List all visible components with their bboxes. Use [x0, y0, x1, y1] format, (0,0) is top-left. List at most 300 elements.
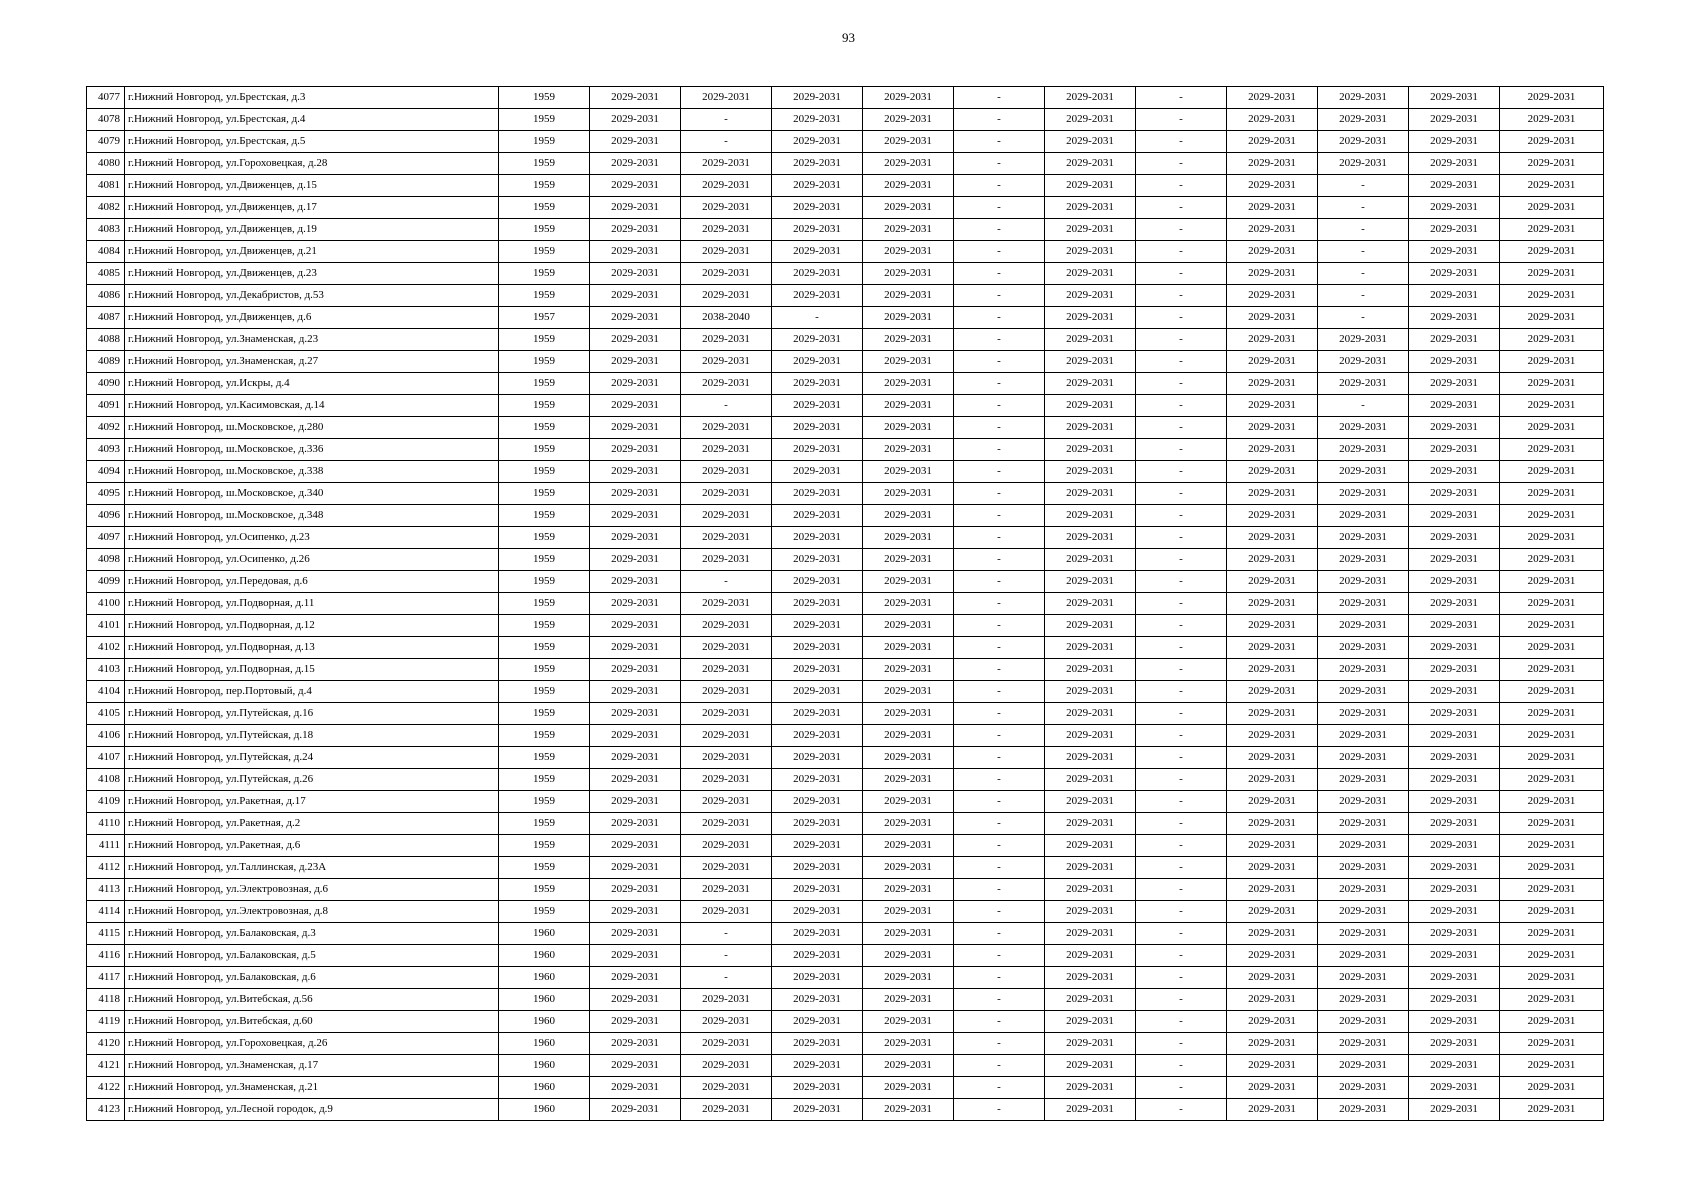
- work-period-cell: 2029-2031: [1409, 945, 1500, 967]
- table-row: [87, 461, 1604, 483]
- work-period-cell: -: [1136, 307, 1227, 329]
- work-period-cell: 2029-2031: [1227, 791, 1318, 813]
- work-period-cell: 2029-2031: [1227, 549, 1318, 571]
- work-period-cell: 2029-2031: [1318, 153, 1409, 175]
- work-period-cell: 2029-2031: [772, 1099, 863, 1121]
- work-period-cell: 2029-2031: [1500, 1077, 1604, 1099]
- work-period-cell: 2029-2031: [590, 879, 681, 901]
- work-period-cell: 2029-2031: [863, 791, 954, 813]
- table-row: [87, 197, 1604, 219]
- work-period-cell: 2029-2031: [1409, 989, 1500, 1011]
- address-cell: г.Нижний Новгород, ул.Гороховецкая, д.28: [125, 153, 499, 175]
- work-period-cell: 2029-2031: [1500, 439, 1604, 461]
- row-number-cell: 4118: [87, 989, 125, 1011]
- address-cell: г.Нижний Новгород, ул.Декабристов, д.53: [125, 285, 499, 307]
- work-period-cell: 2029-2031: [863, 571, 954, 593]
- work-period-cell: 2029-2031: [863, 1011, 954, 1033]
- work-period-cell: 2029-2031: [590, 857, 681, 879]
- work-period-cell: 2029-2031: [863, 527, 954, 549]
- work-period-cell: 2029-2031: [863, 285, 954, 307]
- row-number-cell: 4083: [87, 219, 125, 241]
- work-period-cell: 2029-2031: [681, 703, 772, 725]
- work-period-cell: 2029-2031: [863, 681, 954, 703]
- table-row: [87, 1055, 1604, 1077]
- address-cell: г.Нижний Новгород, ул.Искры, д.4: [125, 373, 499, 395]
- work-period-cell: -: [954, 1011, 1045, 1033]
- work-period-cell: 2029-2031: [1227, 1077, 1318, 1099]
- work-period-cell: -: [1136, 109, 1227, 131]
- work-period-cell: -: [1136, 263, 1227, 285]
- work-period-cell: 2029-2031: [1227, 967, 1318, 989]
- work-period-cell: -: [772, 307, 863, 329]
- work-period-cell: 2029-2031: [1318, 351, 1409, 373]
- table-row: [87, 1033, 1604, 1055]
- build-year-cell: 1959: [499, 285, 590, 307]
- work-period-cell: 2029-2031: [1318, 483, 1409, 505]
- work-period-cell: 2029-2031: [1409, 263, 1500, 285]
- work-period-cell: 2029-2031: [1045, 505, 1136, 527]
- work-period-cell: 2029-2031: [1318, 1011, 1409, 1033]
- work-period-cell: 2029-2031: [1045, 483, 1136, 505]
- work-period-cell: -: [1136, 879, 1227, 901]
- row-number-cell: 4121: [87, 1055, 125, 1077]
- table-row: [87, 131, 1604, 153]
- work-period-cell: -: [681, 945, 772, 967]
- work-period-cell: 2029-2031: [590, 1099, 681, 1121]
- work-period-cell: 2029-2031: [1500, 813, 1604, 835]
- work-period-cell: 2029-2031: [863, 109, 954, 131]
- work-period-cell: 2029-2031: [1409, 1099, 1500, 1121]
- work-period-cell: 2029-2031: [772, 989, 863, 1011]
- work-period-cell: -: [1136, 549, 1227, 571]
- work-period-cell: 2029-2031: [1409, 967, 1500, 989]
- work-period-cell: -: [954, 901, 1045, 923]
- work-period-cell: 2029-2031: [772, 835, 863, 857]
- table-row: [87, 747, 1604, 769]
- work-period-cell: 2029-2031: [590, 835, 681, 857]
- work-period-cell: 2029-2031: [590, 351, 681, 373]
- work-period-cell: 2029-2031: [681, 241, 772, 263]
- build-year-cell: 1960: [499, 945, 590, 967]
- work-period-cell: 2029-2031: [681, 637, 772, 659]
- address-cell: г.Нижний Новгород, ул.Путейская, д.24: [125, 747, 499, 769]
- address-cell: г.Нижний Новгород, ул.Знаменская, д.17: [125, 1055, 499, 1077]
- work-period-cell: 2029-2031: [863, 197, 954, 219]
- row-number-cell: 4105: [87, 703, 125, 725]
- work-period-cell: 2029-2031: [590, 1011, 681, 1033]
- work-period-cell: 2029-2031: [1500, 505, 1604, 527]
- address-cell: г.Нижний Новгород, ул.Электровозная, д.8: [125, 901, 499, 923]
- work-period-cell: 2029-2031: [1409, 307, 1500, 329]
- work-period-cell: 2029-2031: [1318, 571, 1409, 593]
- work-period-cell: -: [954, 329, 1045, 351]
- work-period-cell: 2029-2031: [1409, 395, 1500, 417]
- work-period-cell: 2029-2031: [863, 725, 954, 747]
- work-period-cell: -: [954, 483, 1045, 505]
- work-period-cell: 2029-2031: [1500, 109, 1604, 131]
- work-period-cell: 2029-2031: [1227, 989, 1318, 1011]
- row-number-cell: 4103: [87, 659, 125, 681]
- work-period-cell: 2029-2031: [1045, 879, 1136, 901]
- address-cell: г.Нижний Новгород, ул.Движенцев, д.23: [125, 263, 499, 285]
- work-period-cell: -: [954, 835, 1045, 857]
- work-period-cell: 2029-2031: [681, 747, 772, 769]
- work-period-cell: 2029-2031: [863, 461, 954, 483]
- work-period-cell: 2029-2031: [1045, 967, 1136, 989]
- work-period-cell: 2029-2031: [1500, 175, 1604, 197]
- work-period-cell: 2029-2031: [1227, 197, 1318, 219]
- address-cell: г.Нижний Новгород, ул.Подворная, д.15: [125, 659, 499, 681]
- work-period-cell: 2029-2031: [590, 901, 681, 923]
- work-period-cell: 2029-2031: [681, 681, 772, 703]
- work-period-cell: 2029-2031: [590, 373, 681, 395]
- row-number-cell: 4120: [87, 1033, 125, 1055]
- work-period-cell: 2029-2031: [590, 461, 681, 483]
- address-cell: г.Нижний Новгород, ул.Брестская, д.5: [125, 131, 499, 153]
- work-period-cell: 2029-2031: [863, 505, 954, 527]
- work-period-cell: 2029-2031: [681, 197, 772, 219]
- work-period-cell: 2029-2031: [1045, 901, 1136, 923]
- work-period-cell: 2029-2031: [1227, 857, 1318, 879]
- build-year-cell: 1959: [499, 175, 590, 197]
- row-number-cell: 4102: [87, 637, 125, 659]
- row-number-cell: 4111: [87, 835, 125, 857]
- row-number-cell: 4093: [87, 439, 125, 461]
- work-period-cell: 2029-2031: [1227, 285, 1318, 307]
- work-period-cell: 2029-2031: [1227, 263, 1318, 285]
- work-period-cell: 2029-2031: [772, 219, 863, 241]
- work-period-cell: 2029-2031: [681, 263, 772, 285]
- work-period-cell: 2029-2031: [1409, 747, 1500, 769]
- work-period-cell: 2029-2031: [1227, 571, 1318, 593]
- work-period-cell: -: [1136, 527, 1227, 549]
- work-period-cell: 2029-2031: [1227, 395, 1318, 417]
- work-period-cell: -: [1136, 967, 1227, 989]
- build-year-cell: 1960: [499, 967, 590, 989]
- work-period-cell: 2029-2031: [590, 175, 681, 197]
- work-period-cell: 2029-2031: [863, 1055, 954, 1077]
- work-period-cell: 2029-2031: [1409, 329, 1500, 351]
- work-period-cell: 2029-2031: [1318, 505, 1409, 527]
- work-period-cell: 2029-2031: [1318, 593, 1409, 615]
- address-cell: г.Нижний Новгород, ул.Балаковская, д.3: [125, 923, 499, 945]
- work-period-cell: 2029-2031: [681, 373, 772, 395]
- work-period-cell: 2029-2031: [1318, 857, 1409, 879]
- address-cell: г.Нижний Новгород, ул.Знаменская, д.23: [125, 329, 499, 351]
- work-period-cell: 2029-2031: [1500, 241, 1604, 263]
- build-year-cell: 1959: [499, 527, 590, 549]
- work-period-cell: 2029-2031: [1500, 725, 1604, 747]
- work-period-cell: -: [954, 615, 1045, 637]
- work-period-cell: 2029-2031: [590, 219, 681, 241]
- work-period-cell: -: [1318, 197, 1409, 219]
- work-period-cell: -: [1136, 285, 1227, 307]
- work-period-cell: 2029-2031: [1227, 835, 1318, 857]
- row-number-cell: 4096: [87, 505, 125, 527]
- work-period-cell: 2029-2031: [681, 725, 772, 747]
- address-cell: г.Нижний Новгород, ул.Ракетная, д.17: [125, 791, 499, 813]
- build-year-cell: 1959: [499, 461, 590, 483]
- address-cell: г.Нижний Новгород, ул.Знаменская, д.21: [125, 1077, 499, 1099]
- work-period-cell: 2029-2031: [1318, 1055, 1409, 1077]
- work-period-cell: 2029-2031: [1409, 285, 1500, 307]
- work-period-cell: 2029-2031: [1500, 373, 1604, 395]
- work-period-cell: 2029-2031: [590, 681, 681, 703]
- row-number-cell: 4095: [87, 483, 125, 505]
- work-period-cell: 2029-2031: [772, 527, 863, 549]
- work-period-cell: 2029-2031: [772, 901, 863, 923]
- table-row: [87, 703, 1604, 725]
- address-cell: г.Нижний Новгород, ул.Путейская, д.18: [125, 725, 499, 747]
- row-number-cell: 4109: [87, 791, 125, 813]
- address-cell: г.Нижний Новгород, ул.Осипенко, д.26: [125, 549, 499, 571]
- work-period-cell: 2029-2031: [590, 637, 681, 659]
- work-period-cell: 2029-2031: [1227, 439, 1318, 461]
- work-period-cell: 2029-2031: [1045, 175, 1136, 197]
- work-period-cell: 2029-2031: [863, 439, 954, 461]
- work-period-cell: -: [1136, 637, 1227, 659]
- work-period-cell: -: [1136, 989, 1227, 1011]
- work-period-cell: -: [1136, 923, 1227, 945]
- work-period-cell: 2029-2031: [681, 769, 772, 791]
- work-period-cell: -: [1136, 1077, 1227, 1099]
- table-row: [87, 791, 1604, 813]
- table-row: [87, 989, 1604, 1011]
- address-cell: г.Нижний Новгород, ул.Касимовская, д.14: [125, 395, 499, 417]
- work-period-cell: -: [954, 175, 1045, 197]
- work-period-cell: -: [954, 1077, 1045, 1099]
- work-period-cell: 2029-2031: [1409, 835, 1500, 857]
- work-period-cell: 2029-2031: [1227, 769, 1318, 791]
- address-cell: г.Нижний Новгород, ул.Движенцев, д.17: [125, 197, 499, 219]
- build-year-cell: 1959: [499, 87, 590, 109]
- work-period-cell: 2029-2031: [1227, 329, 1318, 351]
- work-period-cell: 2029-2031: [1409, 1077, 1500, 1099]
- work-period-cell: 2029-2031: [863, 813, 954, 835]
- build-year-cell: 1960: [499, 1077, 590, 1099]
- work-period-cell: -: [1136, 813, 1227, 835]
- work-period-cell: -: [954, 593, 1045, 615]
- work-period-cell: -: [681, 131, 772, 153]
- table-row: [87, 285, 1604, 307]
- build-year-cell: 1959: [499, 637, 590, 659]
- work-period-cell: 2029-2031: [1409, 615, 1500, 637]
- work-period-cell: 2029-2031: [1409, 505, 1500, 527]
- work-period-cell: 2029-2031: [1318, 87, 1409, 109]
- work-period-cell: 2029-2031: [863, 175, 954, 197]
- work-period-cell: 2029-2031: [1409, 153, 1500, 175]
- work-period-cell: 2029-2031: [1227, 1033, 1318, 1055]
- work-period-cell: 2029-2031: [1227, 747, 1318, 769]
- work-period-cell: 2029-2031: [772, 351, 863, 373]
- work-period-cell: 2029-2031: [863, 131, 954, 153]
- work-period-cell: 2029-2031: [863, 483, 954, 505]
- work-period-cell: 2029-2031: [1318, 461, 1409, 483]
- work-period-cell: 2029-2031: [1500, 967, 1604, 989]
- work-period-cell: 2029-2031: [1045, 725, 1136, 747]
- build-year-cell: 1960: [499, 1033, 590, 1055]
- work-period-cell: 2029-2031: [863, 901, 954, 923]
- work-period-cell: 2029-2031: [590, 87, 681, 109]
- work-period-cell: 2029-2031: [1227, 461, 1318, 483]
- work-period-cell: 2029-2031: [1045, 285, 1136, 307]
- address-cell: г.Нижний Новгород, ул.Путейская, д.26: [125, 769, 499, 791]
- build-year-cell: 1959: [499, 879, 590, 901]
- table-row: [87, 241, 1604, 263]
- work-period-cell: 2029-2031: [1318, 373, 1409, 395]
- work-period-cell: 2029-2031: [1500, 615, 1604, 637]
- work-period-cell: 2029-2031: [590, 395, 681, 417]
- work-period-cell: 2029-2031: [1227, 351, 1318, 373]
- work-period-cell: 2029-2031: [590, 417, 681, 439]
- work-period-cell: 2029-2031: [1318, 703, 1409, 725]
- build-year-cell: 1960: [499, 989, 590, 1011]
- build-year-cell: 1960: [499, 1011, 590, 1033]
- work-period-cell: 2029-2031: [772, 857, 863, 879]
- work-period-cell: 2029-2031: [863, 153, 954, 175]
- work-period-cell: 2029-2031: [1500, 351, 1604, 373]
- work-period-cell: 2029-2031: [1500, 945, 1604, 967]
- build-year-cell: 1957: [499, 307, 590, 329]
- build-year-cell: 1959: [499, 549, 590, 571]
- work-period-cell: 2029-2031: [1318, 1033, 1409, 1055]
- work-period-cell: 2029-2031: [1500, 307, 1604, 329]
- work-period-cell: 2029-2031: [590, 549, 681, 571]
- work-period-cell: 2029-2031: [1409, 681, 1500, 703]
- work-period-cell: 2029-2031: [1227, 131, 1318, 153]
- work-period-cell: 2029-2031: [590, 527, 681, 549]
- work-period-cell: -: [681, 923, 772, 945]
- work-period-cell: 2029-2031: [1045, 329, 1136, 351]
- work-period-cell: 2029-2031: [1318, 725, 1409, 747]
- work-period-cell: 2029-2031: [1500, 901, 1604, 923]
- row-number-cell: 4107: [87, 747, 125, 769]
- build-year-cell: 1959: [499, 571, 590, 593]
- address-cell: г.Нижний Новгород, ул.Движенцев, д.21: [125, 241, 499, 263]
- work-period-cell: -: [1318, 307, 1409, 329]
- work-period-cell: 2029-2031: [681, 1055, 772, 1077]
- work-period-cell: 2029-2031: [863, 417, 954, 439]
- work-period-cell: 2029-2031: [1318, 923, 1409, 945]
- build-year-cell: 1960: [499, 1055, 590, 1077]
- work-period-cell: 2029-2031: [1227, 659, 1318, 681]
- work-period-cell: 2029-2031: [1227, 219, 1318, 241]
- work-period-cell: 2029-2031: [772, 461, 863, 483]
- build-year-cell: 1959: [499, 813, 590, 835]
- build-year-cell: 1959: [499, 615, 590, 637]
- work-period-cell: 2029-2031: [1045, 263, 1136, 285]
- address-cell: г.Нижний Новгород, ул.Балаковская, д.6: [125, 967, 499, 989]
- table-row: [87, 1099, 1604, 1121]
- work-period-cell: -: [954, 791, 1045, 813]
- work-period-cell: -: [1136, 197, 1227, 219]
- work-period-cell: 2029-2031: [1045, 923, 1136, 945]
- work-period-cell: 2029-2031: [590, 593, 681, 615]
- address-cell: г.Нижний Новгород, ул.Движенцев, д.6: [125, 307, 499, 329]
- work-period-cell: -: [1136, 659, 1227, 681]
- work-period-cell: 2029-2031: [1318, 109, 1409, 131]
- work-period-cell: 2029-2031: [772, 967, 863, 989]
- row-number-cell: 4078: [87, 109, 125, 131]
- work-period-cell: 2029-2031: [772, 505, 863, 527]
- table-row: [87, 307, 1604, 329]
- work-period-cell: -: [954, 813, 1045, 835]
- work-period-cell: 2029-2031: [1500, 527, 1604, 549]
- work-period-cell: -: [1136, 373, 1227, 395]
- work-period-cell: 2029-2031: [1409, 483, 1500, 505]
- table-row: [87, 967, 1604, 989]
- work-period-cell: 2029-2031: [772, 1077, 863, 1099]
- work-period-cell: 2029-2031: [772, 175, 863, 197]
- address-cell: г.Нижний Новгород, ш.Московское, д.340: [125, 483, 499, 505]
- work-period-cell: 2029-2031: [1045, 241, 1136, 263]
- work-period-cell: 2029-2031: [681, 813, 772, 835]
- work-period-cell: 2029-2031: [1318, 131, 1409, 153]
- work-period-cell: 2029-2031: [590, 109, 681, 131]
- work-period-cell: 2029-2031: [772, 637, 863, 659]
- work-period-cell: 2029-2031: [590, 1077, 681, 1099]
- work-period-cell: -: [954, 747, 1045, 769]
- work-period-cell: -: [1318, 241, 1409, 263]
- work-period-cell: -: [681, 395, 772, 417]
- work-period-cell: 2029-2031: [772, 483, 863, 505]
- work-period-cell: 2029-2031: [1318, 769, 1409, 791]
- work-period-cell: 2029-2031: [681, 835, 772, 857]
- work-period-cell: 2029-2031: [1227, 615, 1318, 637]
- work-period-cell: 2029-2031: [863, 967, 954, 989]
- work-period-cell: 2029-2031: [863, 703, 954, 725]
- work-period-cell: 2029-2031: [1409, 351, 1500, 373]
- work-period-cell: -: [1136, 417, 1227, 439]
- address-cell: г.Нижний Новгород, ул.Движенцев, д.15: [125, 175, 499, 197]
- work-period-cell: 2029-2031: [772, 945, 863, 967]
- work-period-cell: 2029-2031: [772, 373, 863, 395]
- work-period-cell: 2029-2031: [1318, 945, 1409, 967]
- work-period-cell: -: [954, 681, 1045, 703]
- work-period-cell: 2029-2031: [1227, 1011, 1318, 1033]
- work-period-cell: 2029-2031: [772, 549, 863, 571]
- work-period-cell: 2029-2031: [1045, 395, 1136, 417]
- work-period-cell: -: [1136, 901, 1227, 923]
- work-period-cell: 2029-2031: [681, 857, 772, 879]
- work-period-cell: 2029-2031: [863, 835, 954, 857]
- work-period-cell: 2029-2031: [590, 1033, 681, 1055]
- work-period-cell: -: [954, 109, 1045, 131]
- build-year-cell: 1959: [499, 373, 590, 395]
- work-period-cell: -: [1136, 153, 1227, 175]
- work-period-cell: 2029-2031: [1409, 549, 1500, 571]
- work-period-cell: 2029-2031: [681, 461, 772, 483]
- build-year-cell: 1959: [499, 659, 590, 681]
- work-period-cell: -: [1136, 681, 1227, 703]
- row-number-cell: 4092: [87, 417, 125, 439]
- work-period-cell: 2029-2031: [863, 1033, 954, 1055]
- work-period-cell: 2029-2031: [1500, 87, 1604, 109]
- work-period-cell: -: [954, 637, 1045, 659]
- work-period-cell: 2029-2031: [681, 87, 772, 109]
- work-period-cell: 2029-2031: [1318, 1077, 1409, 1099]
- work-period-cell: -: [681, 571, 772, 593]
- work-period-cell: 2029-2031: [1318, 329, 1409, 351]
- row-number-cell: 4098: [87, 549, 125, 571]
- work-period-cell: -: [1136, 1011, 1227, 1033]
- work-period-cell: 2029-2031: [1500, 681, 1604, 703]
- work-period-cell: 2029-2031: [590, 307, 681, 329]
- work-period-cell: 2029-2031: [1409, 725, 1500, 747]
- work-period-cell: 2029-2031: [1227, 307, 1318, 329]
- build-year-cell: 1959: [499, 131, 590, 153]
- work-period-cell: 2029-2031: [681, 901, 772, 923]
